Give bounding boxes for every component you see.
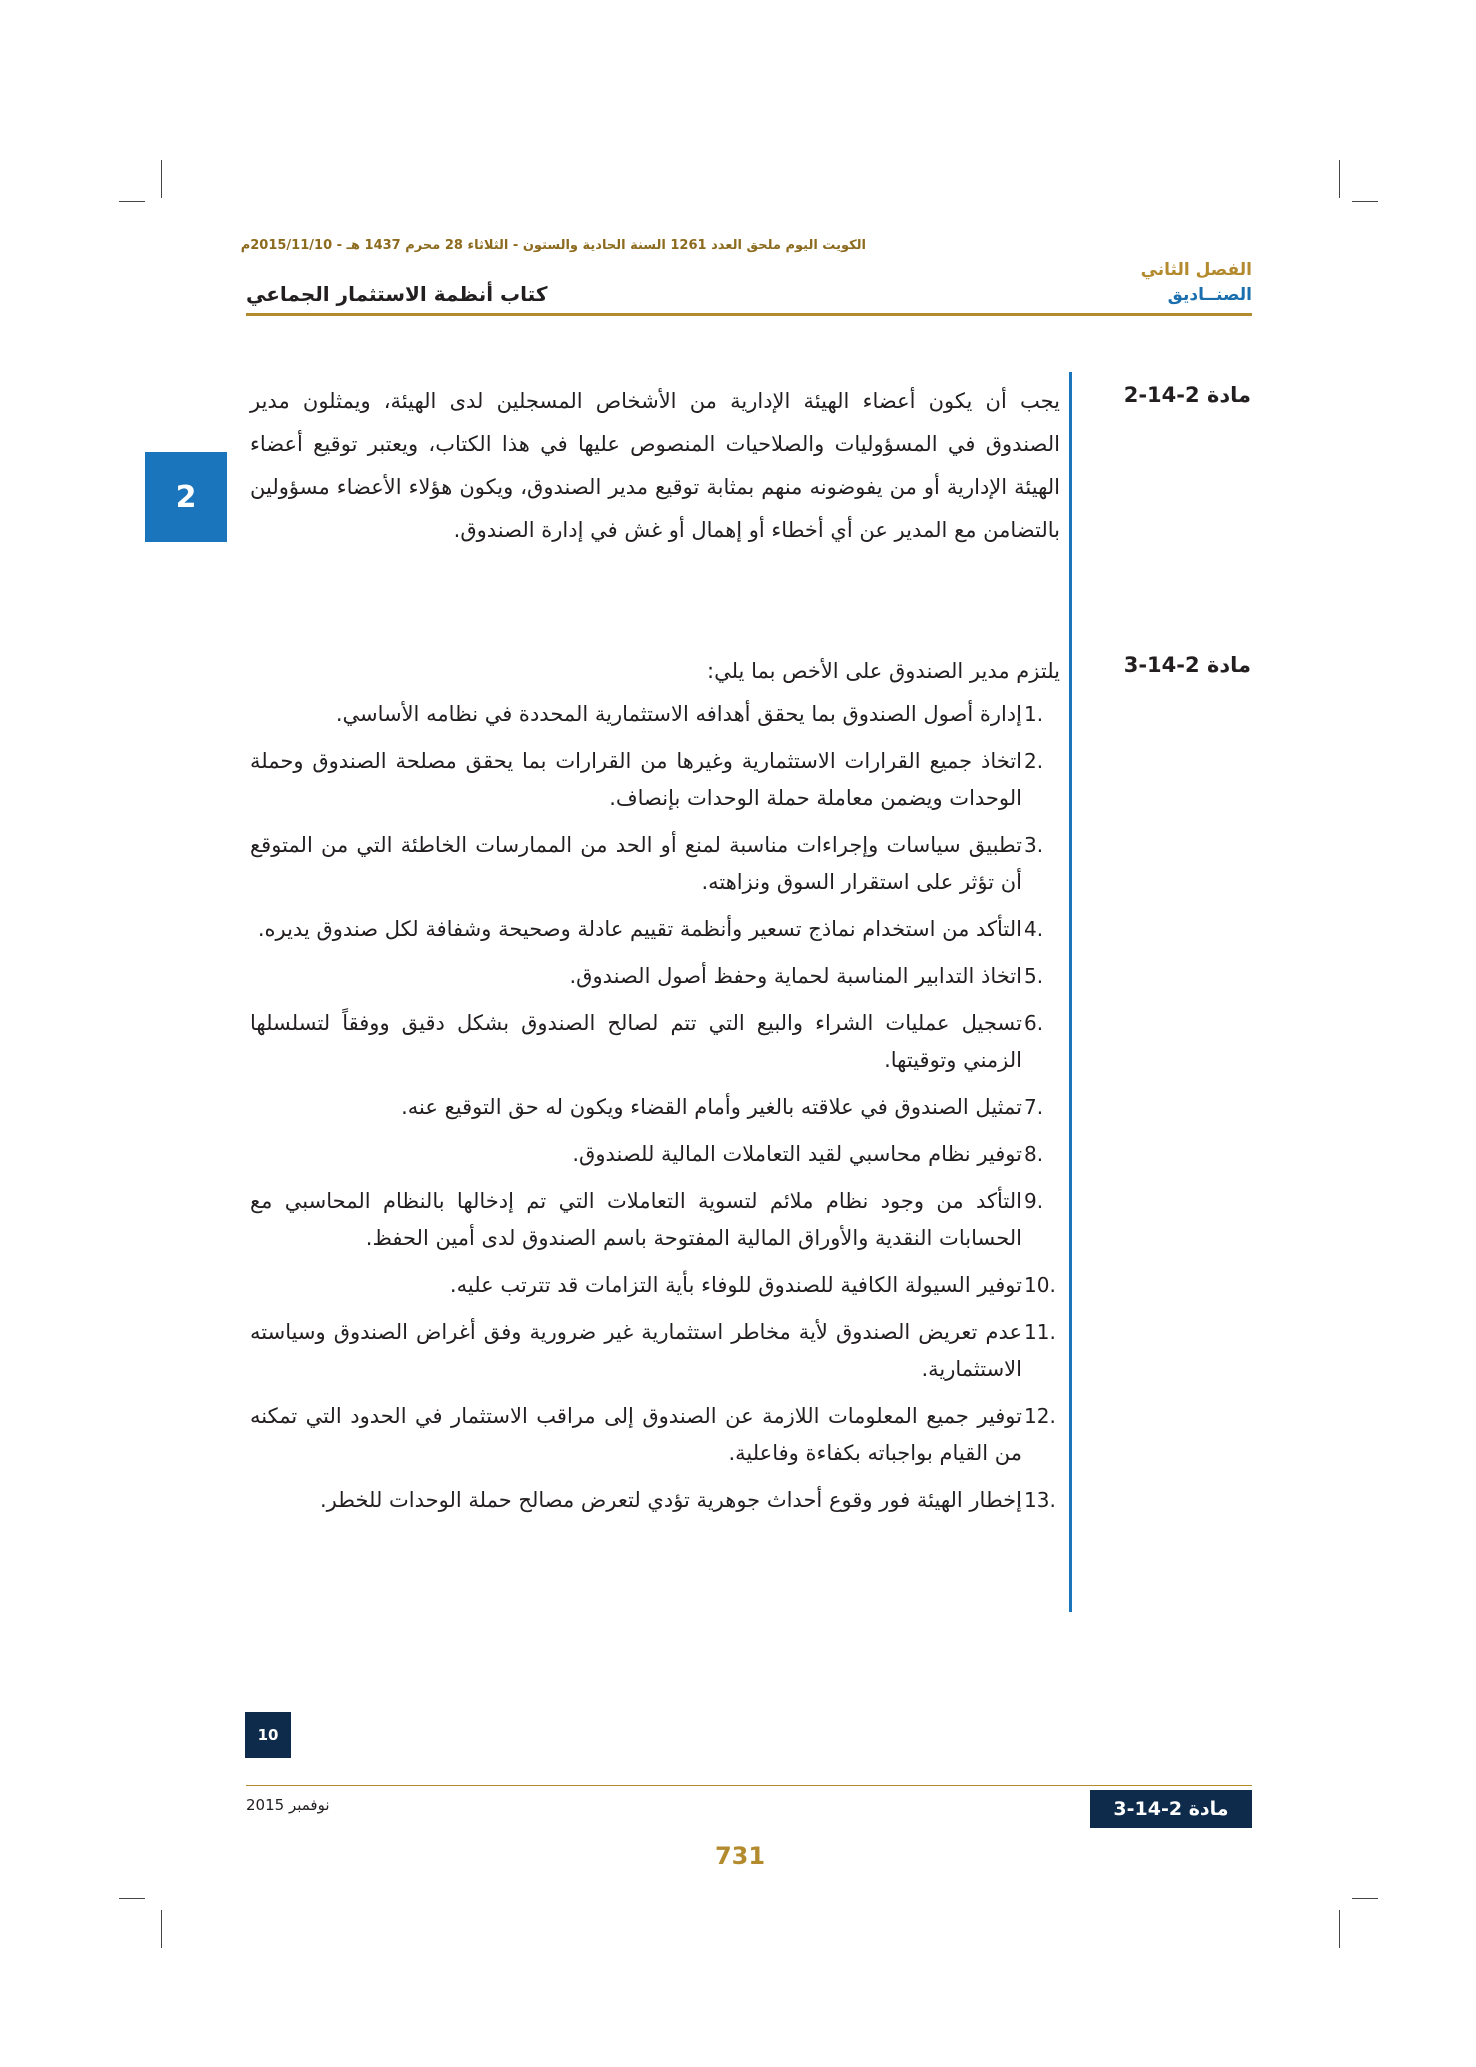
list-item-text: توفير السيولة الكافية للصندوق للوفاء بأية التزامات قد تترتب عليه. — [449, 1273, 1022, 1297]
crop-mark — [161, 1910, 162, 1948]
list-item-number: 10. — [1024, 1273, 1056, 1297]
list-item-text: اتخاذ جميع القرارات الاستثمارية وغيرها من القرارات بما يحقق مصلحة الصندوق وحملة الوحدات ويضمن معاملة حملة الوحدات بإنصاف. — [250, 749, 1022, 810]
article-intro-3-14-2: يلتزم مدير الصندوق على الأخص بما يلي: — [707, 659, 1060, 683]
list-item-number: 6. — [1024, 1011, 1044, 1035]
crop-mark — [1352, 201, 1378, 202]
list-item — [250, 1136, 1060, 1173]
list-item — [250, 1314, 1060, 1388]
list-item-text: توفير نظام محاسبي لقيد التعاملات المالية للصندوق. — [572, 1142, 1022, 1166]
crop-mark — [1352, 1898, 1378, 1899]
list-item-number: 5. — [1024, 964, 1044, 988]
footer-article-word: مادة — [1188, 1798, 1229, 1820]
footer-rule — [246, 1785, 1252, 1786]
list-item-number: 7. — [1024, 1095, 1044, 1119]
list-item-text: تطبيق سياسات وإجراءات مناسبة لمنع أو الحد من الممارسات الخاطئة التي من المتوقع أن تؤثر على استقرار السوق ونزاهته. — [250, 833, 1022, 894]
article-label-3-14-2 — [1124, 653, 1251, 677]
list-item — [250, 958, 1060, 995]
article-text-2-14-2: يجب أن يكون أعضاء الهيئة الإدارية من الأشخاص المسجلين لدى الهيئة، ويمثلون مدير الصندوق في المسؤوليات والصلاحيات المنصوص عليها في هذا الكتاب، ويعتبر توقيع أعضاء الهيئة الإدارية أو من يفوضونه منهم بمثابة توقيع مدير الصندوق، ويكون هؤلاء الأعضاء مسؤولين بالتضامن مع المدير عن أي أخطاء أو إهمال أو غش في إدارة الصندوق. — [250, 389, 1060, 542]
article-column-rule — [1069, 372, 1072, 1612]
list-item-number: 3. — [1024, 833, 1044, 857]
list-item-number: 13. — [1024, 1488, 1056, 1512]
article-label-2-14-2 — [1124, 383, 1251, 407]
list-item — [250, 1005, 1060, 1079]
article-word: مادة — [1206, 653, 1251, 677]
list-item — [250, 1398, 1060, 1472]
crop-mark — [119, 201, 145, 202]
footer-article-badge — [1090, 1790, 1252, 1828]
list-item-number: 8. — [1024, 1142, 1044, 1166]
list-item-number: 1. — [1024, 702, 1044, 726]
obligations-list — [250, 696, 1060, 1529]
list-item — [250, 911, 1060, 948]
list-item-text: اتخاذ التدابير المناسبة لحماية وحفظ أصول الصندوق. — [569, 964, 1022, 988]
crop-mark — [119, 1898, 145, 1899]
list-item-text: تمثيل الصندوق في علاقته بالغير وأمام القضاء ويكون له حق التوقيع عنه. — [401, 1095, 1022, 1119]
chapter-title: الفصل الثاني — [1140, 260, 1252, 280]
list-item-text: التأكد من وجود نظام ملائم لتسوية التعاملات التي تم إدخالها بالنظام المحاسبي مع الحسابات النقدية والأوراق المالية المفتوحة باسم الصندوق لدى أمين الحفظ. — [250, 1189, 1022, 1250]
footer-article-number: 3-14-2 — [1113, 1798, 1183, 1820]
chapter-side-tab: 2 — [145, 452, 227, 542]
article-number: 2-14-2 — [1123, 383, 1200, 407]
book-title: كتاب أنظمة الاستثمار الجماعي — [246, 282, 548, 306]
list-item — [250, 1089, 1060, 1126]
article-number: 3-14-2 — [1123, 653, 1200, 677]
gazette-page-number: 731 — [714, 1842, 766, 1870]
list-item — [250, 1482, 1060, 1519]
list-item-number: 2. — [1024, 749, 1044, 773]
list-item — [250, 827, 1060, 901]
list-item-number: 12. — [1024, 1404, 1056, 1428]
section-title: الصنــاديق — [1167, 285, 1252, 305]
crop-mark — [161, 160, 162, 198]
list-item-number: 4. — [1024, 917, 1044, 941]
crop-mark — [1339, 160, 1340, 198]
list-item-text: توفير جميع المعلومات اللازمة عن الصندوق إلى مراقب الاستثمار في الحدود التي تمكنه من القيام بواجباته بكفاءة وفاعلية. — [250, 1404, 1022, 1465]
list-item-text: تسجيل عمليات الشراء والبيع التي تتم لصالح الصندوق بشكل دقيق ووفقاً لتسلسلها الزمني وتوقيتها. — [250, 1011, 1022, 1072]
list-item-text: إخطار الهيئة فور وقوع أحداث جوهرية تؤدي لتعرض مصالح حملة الوحدات للخطر. — [319, 1488, 1022, 1512]
list-item — [250, 1183, 1060, 1257]
crop-mark — [1339, 1910, 1340, 1948]
list-item — [250, 1267, 1060, 1304]
list-item-text: إدارة أصول الصندوق بما يحقق أهدافه الاستثمارية المحددة في نظامه الأساسي. — [335, 702, 1022, 726]
list-item-number: 11. — [1024, 1320, 1056, 1344]
article-word: مادة — [1206, 383, 1251, 407]
header-rule — [246, 313, 1252, 316]
gazette-header-line: الكويت اليوم ملحق العدد 1261 السنة الحادية والستون - الثلاثاء 28 محرم 1437 هـ - 2015/11/10م — [240, 238, 866, 253]
list-item-number: 9. — [1024, 1189, 1044, 1213]
list-item-text: عدم تعريض الصندوق لأية مخاطر استثمارية غير ضرورية وفق أغراض الصندوق وسياسته الاستثمارية. — [250, 1320, 1022, 1381]
footer-date: نوفمبر 2015 — [246, 1796, 330, 1814]
list-item — [250, 696, 1060, 733]
page-number-box: 10 — [245, 1712, 291, 1758]
list-item — [250, 743, 1060, 817]
list-item-text: التأكد من استخدام نماذج تسعير وأنظمة تقييم عادلة وصحيحة وشفافة لكل صندوق يديره. — [257, 917, 1022, 941]
